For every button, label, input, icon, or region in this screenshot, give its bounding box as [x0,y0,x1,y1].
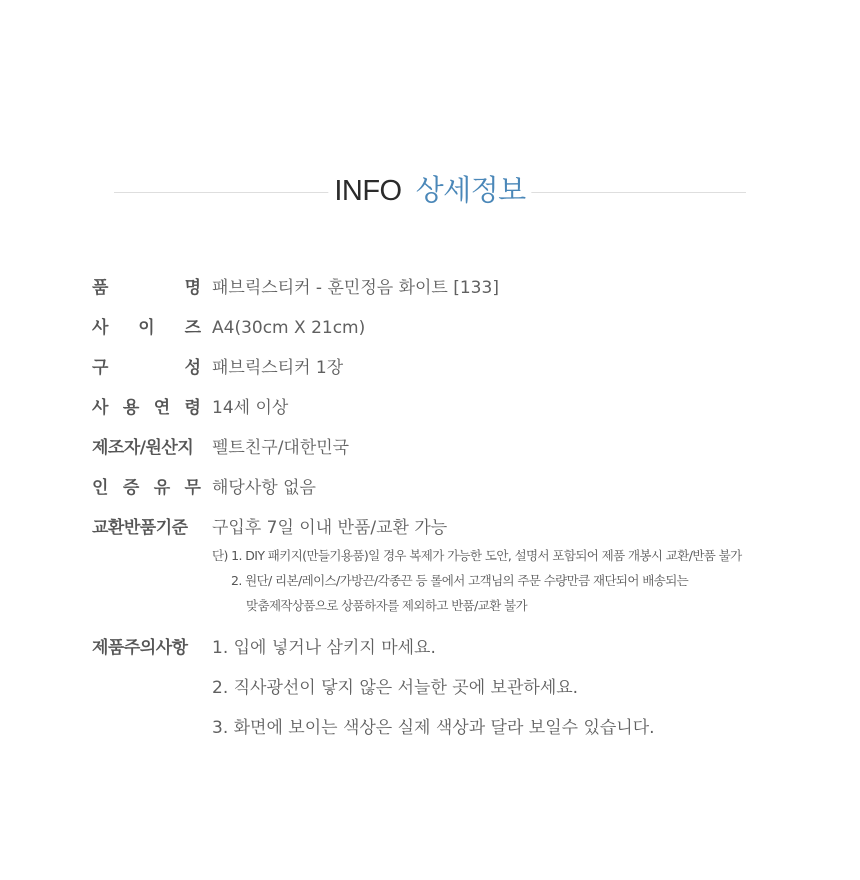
spec-label: 품 명 [92,278,201,298]
spec-value: 구입후 7일 이내 반품/교환 가능 [212,518,448,538]
spec-label: 사 이 즈 [92,318,201,338]
spec-value: 14세 이상 [212,398,289,418]
spec-value: A4(30cm X 21cm) [212,318,366,338]
spec-label: 사 용 연 령 [92,398,201,418]
spec-label: 제조자/원산지 [92,438,194,458]
spec-value: 패브릭스티커 1장 [212,358,344,378]
caution-item-3: 3. 화면에 보이는 색상은 실제 색상과 달라 보일수 있습니다. [212,718,655,738]
caution-item-2: 2. 직사광선이 닿지 않은 서늘한 곳에 보관하세요. [212,678,579,698]
exchange-note-2: 2. 원단/ 리본/레이스/가방끈/각종끈 등 롤에서 고객님의 주문 수량만큼 재단되어 배송되는 [231,573,689,588]
exchange-note-3: 맞춤제작상품으로 상품하자를 제외하고 반품/교환 불가 [246,598,528,613]
spec-value: 패브릭스티커 - 훈민정음 화이트 [133] [212,278,499,298]
spec-label: 인 증 유 무 [92,478,201,498]
spec-value: 펠트친구/대한민국 [212,438,350,458]
heading-title-en: INFO [334,175,402,207]
heading-title-ko: 상세정보 [415,173,526,207]
spec-label: 교환반품기준 [92,518,188,538]
section-heading [114,170,746,214]
spec-label: 구 성 [92,358,201,378]
exchange-note-1: 단) 1. DIY 패키지(만들기용품)일 경우 복제가 가능한 도안, 설명서 포함되어 제품 개봉시 교환/반품 불가 [212,548,742,563]
spec-value: 해당사항 없음 [212,478,316,498]
heading-title [328,170,531,211]
caution-item-1: 1. 입에 넣거나 삼키지 마세요. [212,638,436,658]
caution-label: 제품주의사항 [92,638,188,658]
